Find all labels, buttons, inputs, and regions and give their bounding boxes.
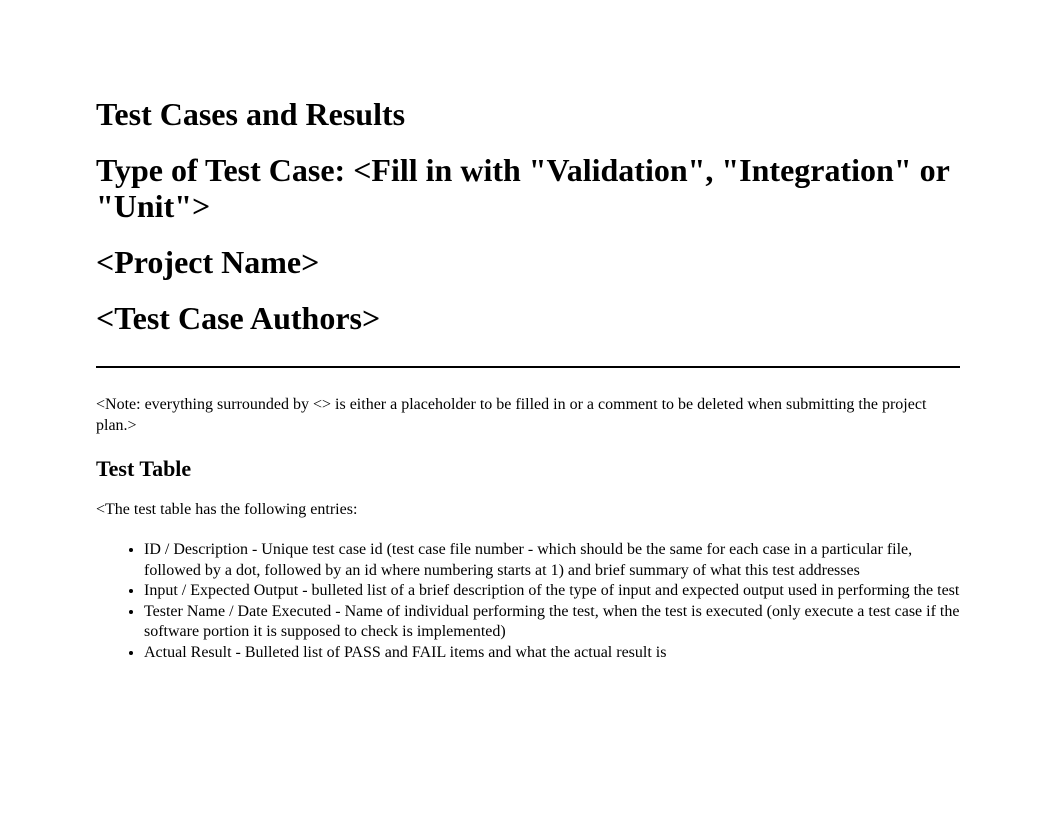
section-heading-test-table: Test Table — [96, 456, 192, 481]
test-table-intro: <The test table has the following entries: — [96, 501, 358, 518]
horizontal-rule — [96, 366, 960, 368]
test-table-entries-list — [96, 540, 960, 663]
placeholder-note: <Note: everything surrounded by <> is either a placeholder to be filled in or a comment to be deleted when submitting the project plan.> — [96, 396, 927, 434]
list-item-input-expected-output: • Input / Expected Output - bulleted list of a brief description of the type of input and expected output used in performing the test — [144, 581, 960, 602]
test-case-type-title: Type of Test Case: <Fill in with "Validation", "Integration" or "Unit"> — [96, 152, 950, 224]
test-case-authors-title: <Test Case Authors> — [96, 300, 381, 336]
list-item-actual-result: • Actual Result - Bulleted list of PASS and FAIL items and what the actual result is — [144, 643, 960, 664]
document-title: Test Cases and Results — [96, 96, 406, 132]
project-name-title: <Project Name> — [96, 244, 320, 280]
list-item-tester-name-date: • Tester Name / Date Executed - Name of individual performing the test, when the test is executed (only execute a test case if the software portion it is supposed to check is implemented) — [144, 602, 960, 643]
list-item-id-description: • ID / Description - Unique test case id (test case file number - which should be the same for each case in a particular file, followed by a dot, followed by an id where numbering starts at 1) and brief summary of what this test addresses — [144, 540, 960, 581]
